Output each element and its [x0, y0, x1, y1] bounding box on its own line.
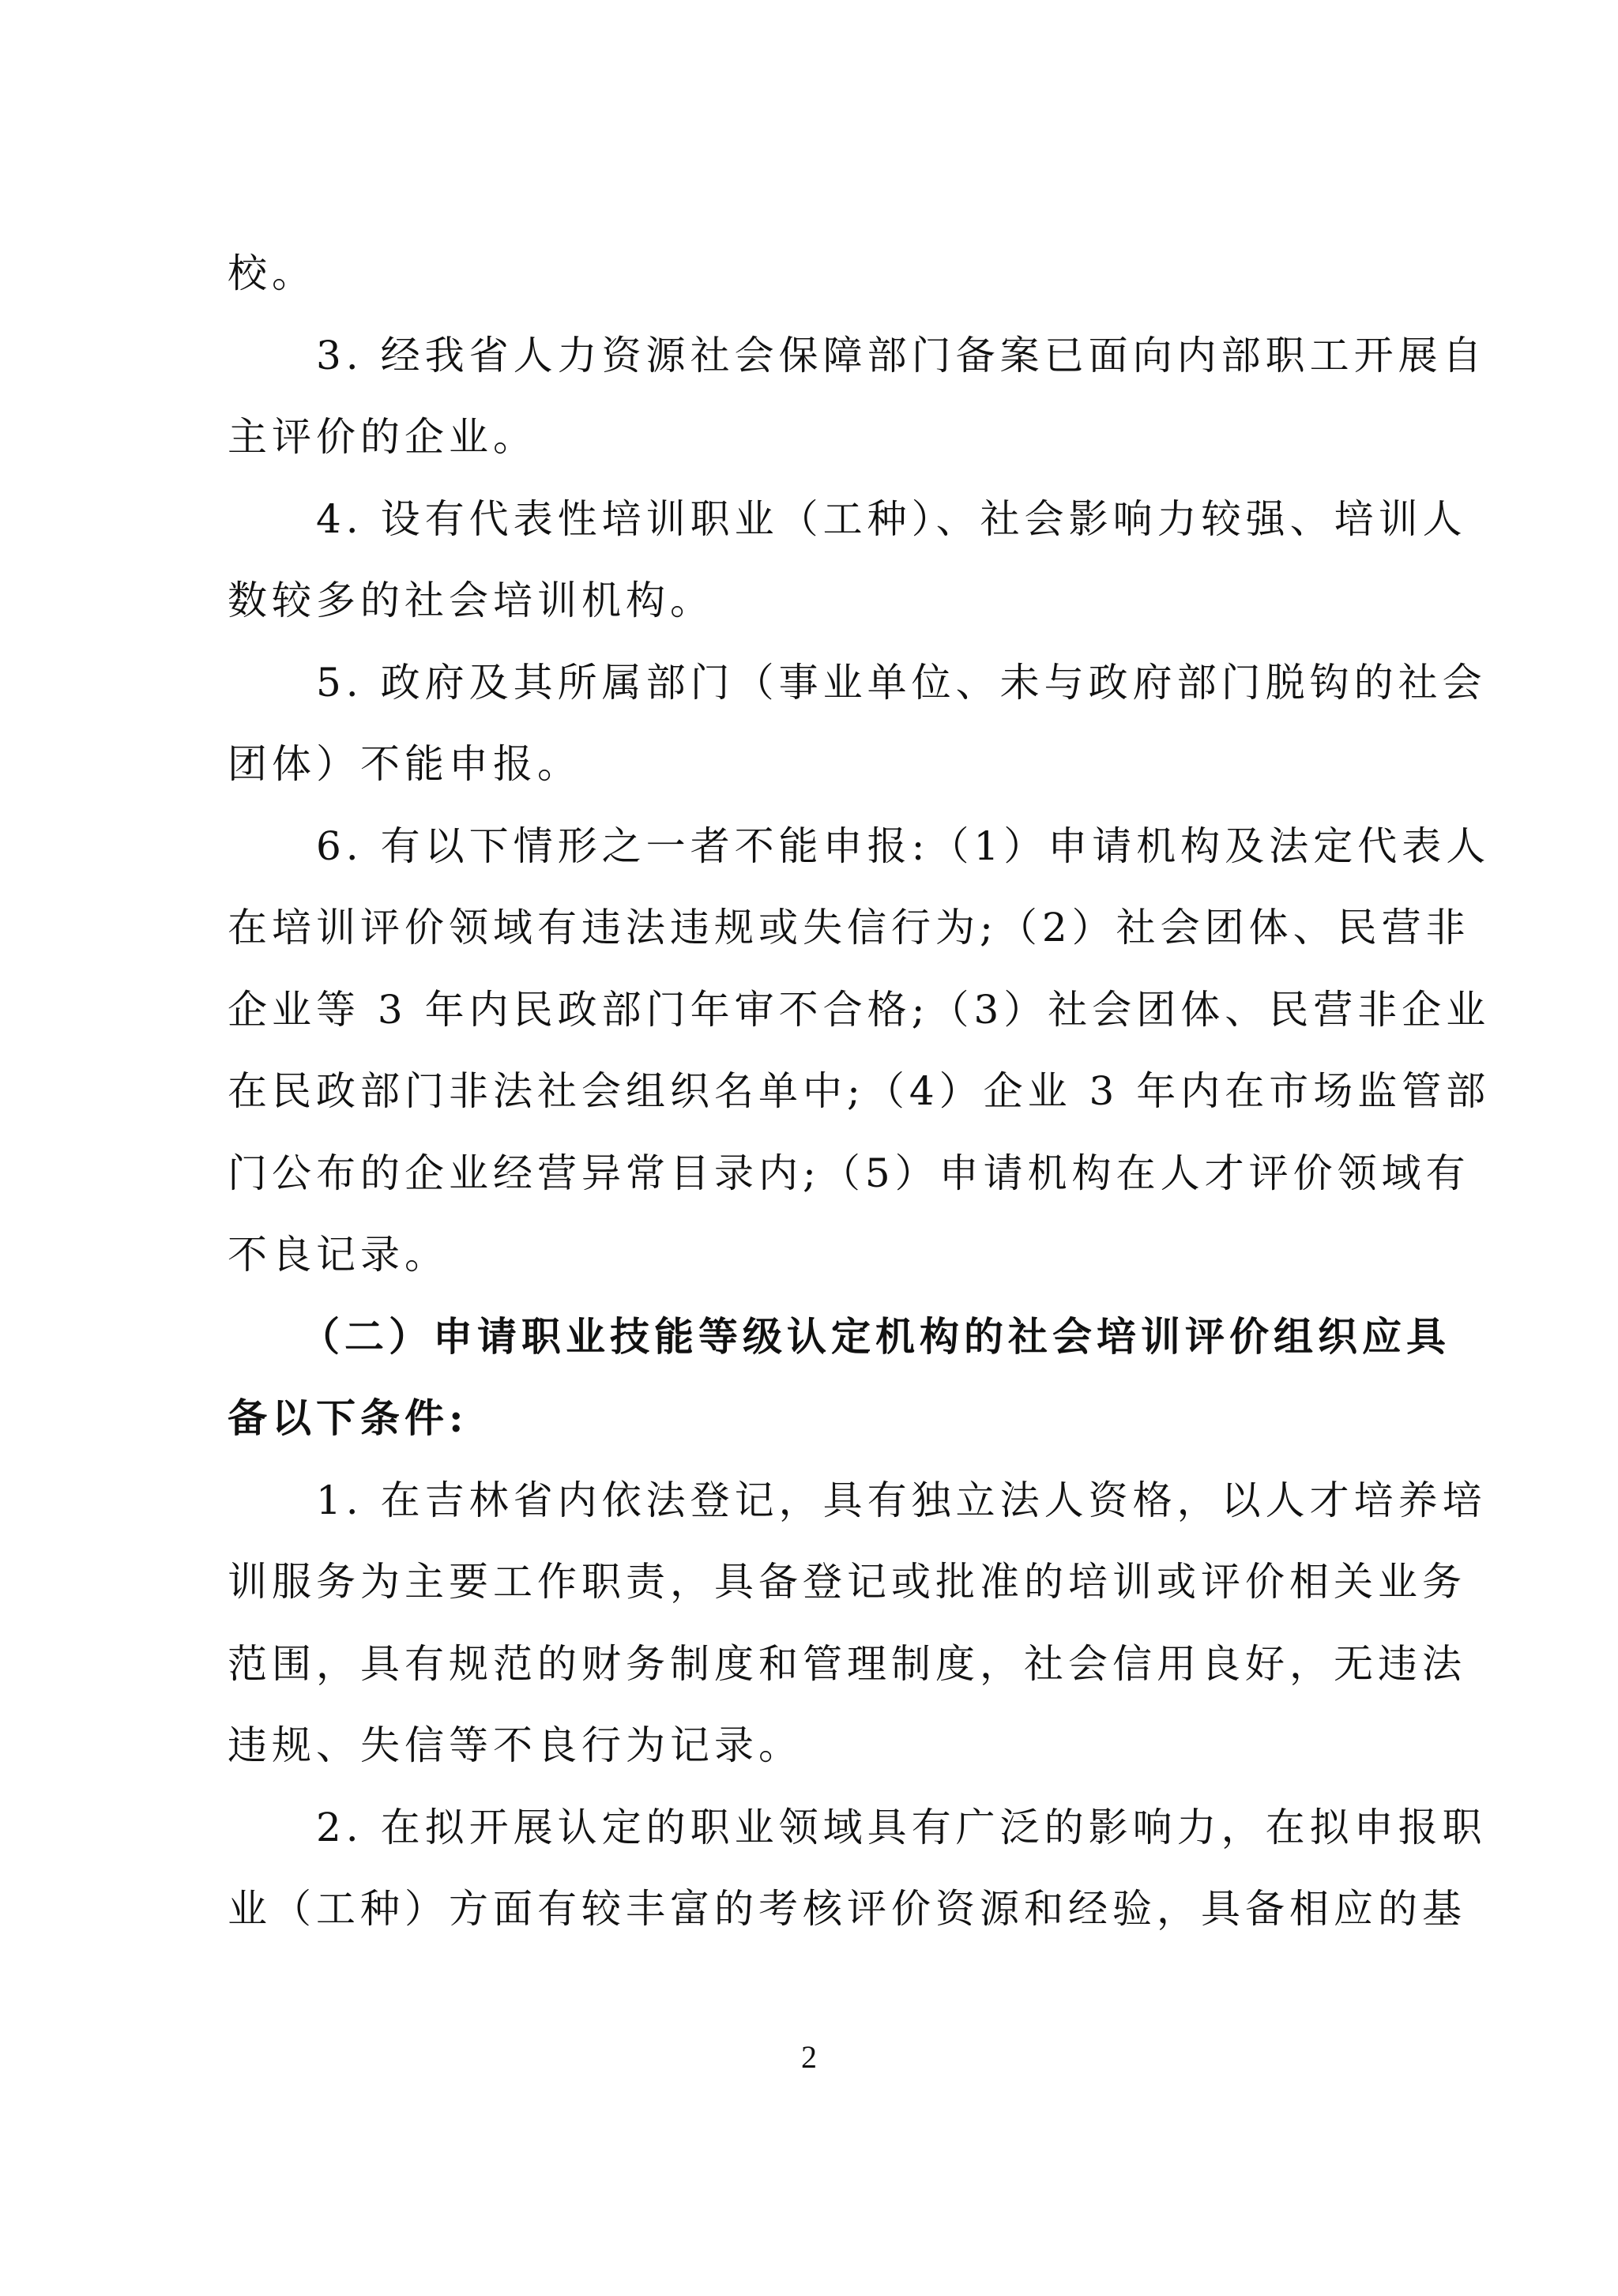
text-line: 6. 有以下情形之一者不能申报:（1）申请机构及法定代表人: [316, 822, 1491, 869]
text-line: 在培训评价领域有违法违规或失信行为;（2）社会团体、民营非: [228, 905, 1470, 950]
text-line: 主评价的企业。: [228, 414, 537, 460]
text-line: 4. 设有代表性培训职业（工种）、社会影响力较强、培训人: [316, 495, 1467, 542]
text-line: 业（工种）方面有较丰富的考核评价资源和经验，具备相应的基: [228, 1886, 1466, 1932]
text-line: 企业等 3 年内民政部门年审不合格;（3）社会团体、民营非企业: [228, 986, 1491, 1033]
text-line: 1. 在吉林省内依法登记，具有独立法人资格，以人才培养培: [316, 1477, 1487, 1523]
text-line: 训服务为主要工作职责，具备登记或批准的培训或评价相关业务: [228, 1559, 1466, 1605]
text-line: 校。: [228, 250, 316, 296]
text-line: 范围，具有规范的财务制度和管理制度，社会信用良好，无违法: [228, 1640, 1466, 1687]
text-line: 门公布的企业经营异常目录内;（5）申请机构在人才评价领域有: [228, 1150, 1470, 1196]
text-line: 违规、失信等不良行为记录。: [228, 1722, 803, 1768]
text-line: 不良记录。: [228, 1232, 449, 1278]
body-text: [228, 242, 1491, 1959]
text-line: 数较多的社会培训机构。: [228, 578, 714, 623]
section-heading-continued: 备以下条件:: [228, 1395, 468, 1441]
text-line: 2. 在拟开展认定的职业领域具有广泛的影响力，在拟申报职: [316, 1804, 1487, 1850]
text-line: 3. 经我省人力资源社会保障部门备案已面向内部职工开展自: [316, 332, 1487, 378]
page-number: 2: [801, 2039, 817, 2075]
text-line: 5. 政府及其所属部门（事业单位、未与政府部门脱钩的社会: [316, 659, 1487, 706]
text-line: 团体）不能申报。: [228, 741, 581, 787]
text-line: 在民政部门非法社会组织名单中;（4）企业 3 年内在市场监管部: [228, 1068, 1491, 1114]
section-heading: （二）申请职业技能等级认定机构的社会培训评价组织应具: [300, 1312, 1451, 1360]
